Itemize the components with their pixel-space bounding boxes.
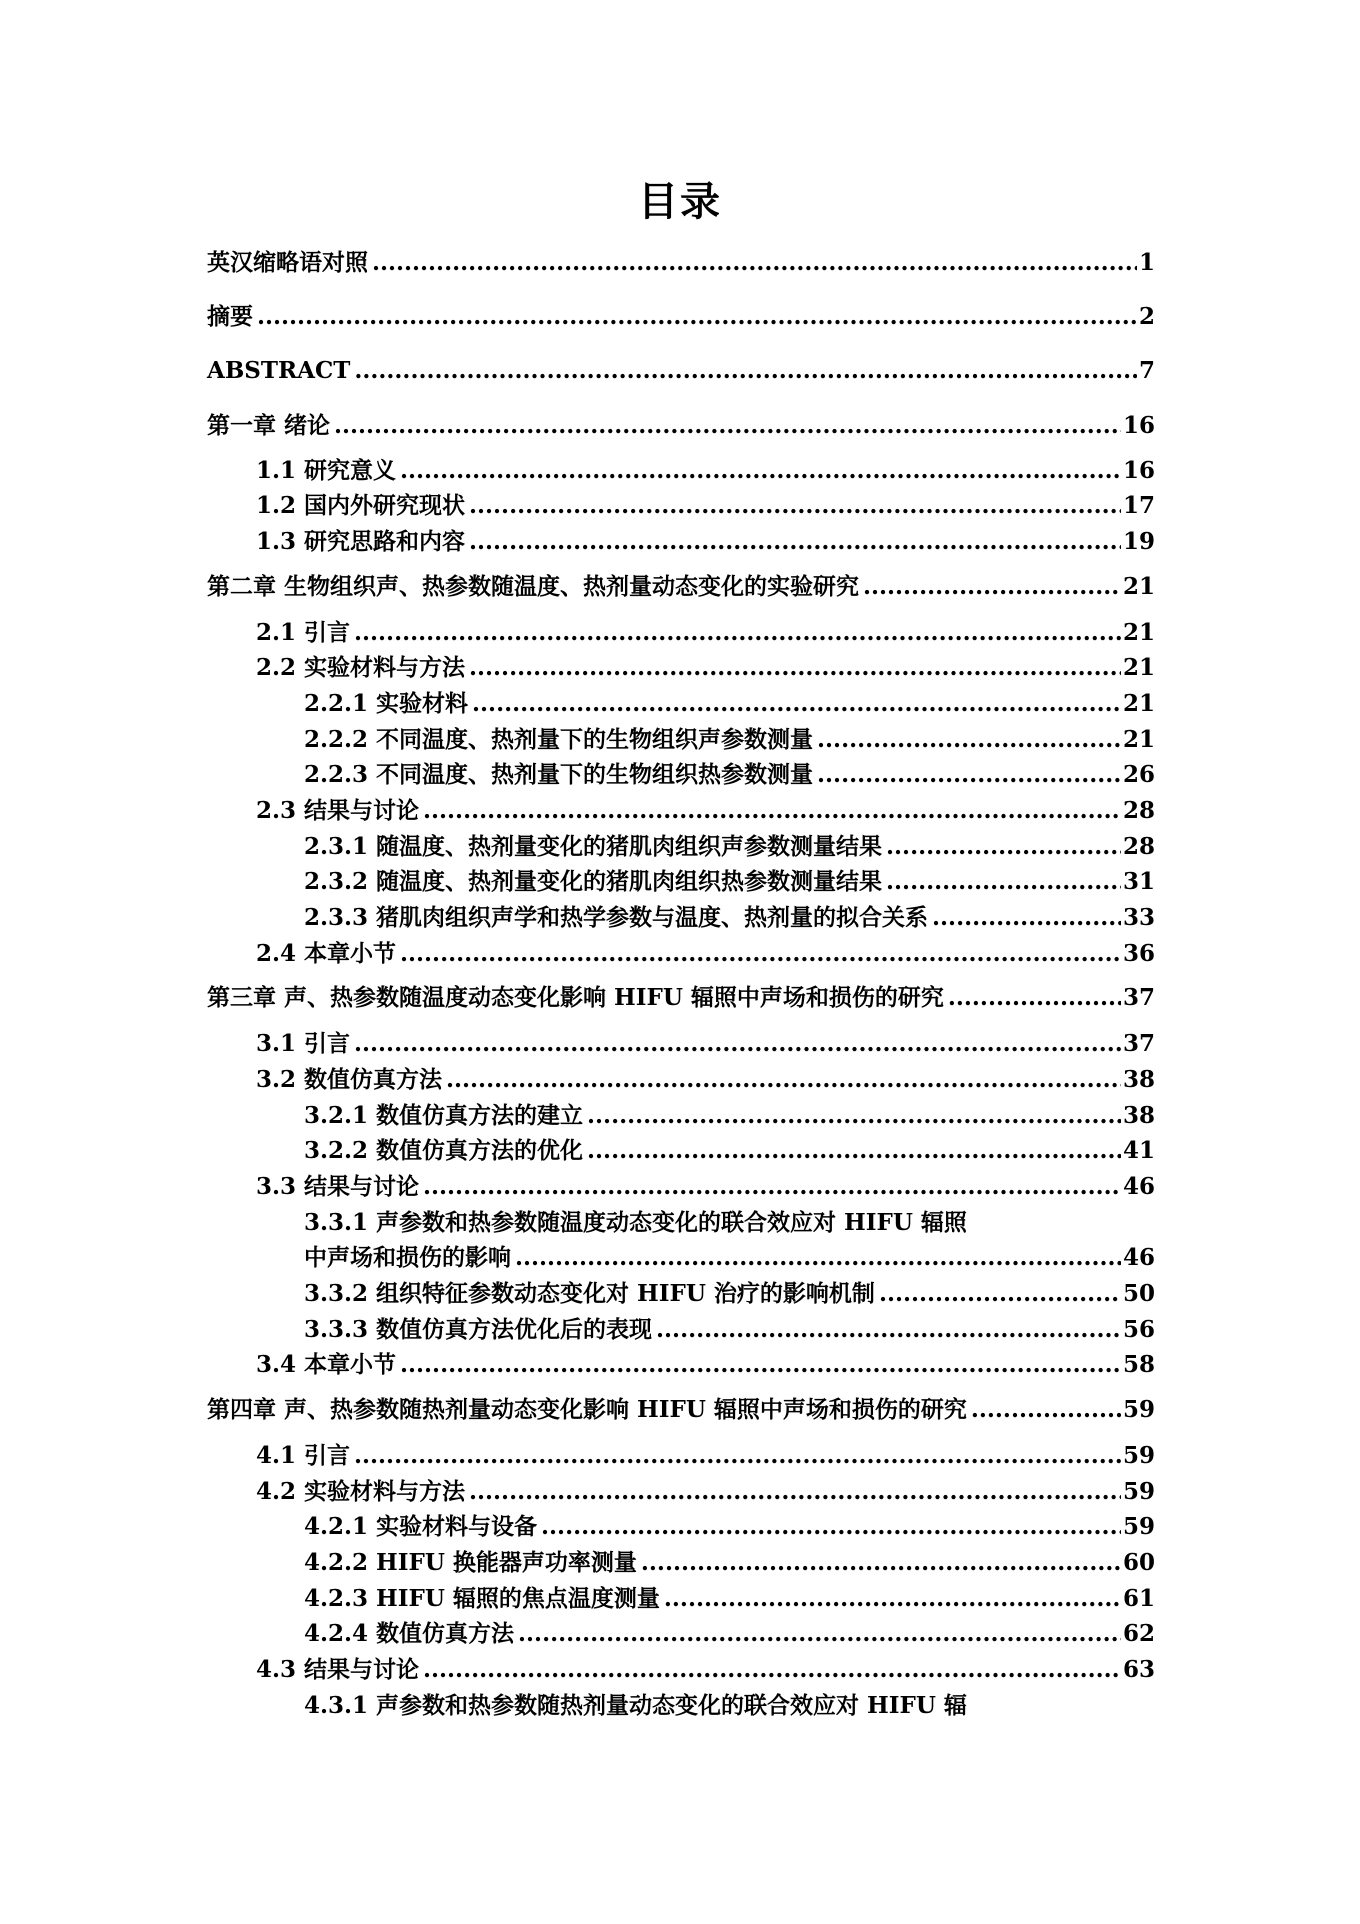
toc-entry-label: 2.2.1 实验材料 xyxy=(304,690,469,717)
toc-entry[interactable] xyxy=(256,455,1155,487)
toc-entry[interactable] xyxy=(207,247,1155,279)
toc-entry[interactable] xyxy=(256,1654,1155,1686)
toc-entry-label: 4.3.1 声参数和热参数随热剂量动态变化的联合效应对 HIFU 辐 xyxy=(304,1692,967,1719)
toc-entry-page: 59 xyxy=(1122,1478,1155,1505)
leader-dots xyxy=(971,1394,1121,1426)
toc-entry-label: 第一章 绪论 xyxy=(207,412,331,439)
leader-dots xyxy=(817,724,1121,756)
toc-entry[interactable] xyxy=(304,1100,1155,1132)
toc-entry-page: 26 xyxy=(1122,761,1155,788)
toc-entry-label: 4.1 引言 xyxy=(256,1442,351,1469)
leader-dots xyxy=(469,1476,1121,1508)
toc-entry-label: 2.2 实验材料与方法 xyxy=(256,654,466,681)
toc-entry-label: 2.4 本章小节 xyxy=(256,940,397,967)
toc-entry-label: 3.3.2 组织特征参数动态变化对 HIFU 治疗的影响机制 xyxy=(304,1280,875,1307)
toc-entry[interactable] xyxy=(304,1511,1155,1543)
toc-entry-page: 19 xyxy=(1122,528,1155,555)
toc-entry[interactable] xyxy=(256,526,1155,558)
page-title: 目录 xyxy=(638,179,722,225)
toc-entry-label: 摘要 xyxy=(207,303,253,330)
toc-entry[interactable] xyxy=(256,617,1155,649)
toc-entry-page: 37 xyxy=(1122,1030,1155,1057)
toc-entry-label: 2.3 结果与讨论 xyxy=(256,797,420,824)
leader-dots xyxy=(664,1583,1121,1615)
toc-entry[interactable] xyxy=(207,301,1155,333)
toc-entry-page: 28 xyxy=(1122,797,1155,824)
toc-entry-page: 7 xyxy=(1138,357,1155,384)
toc-entry-label: 第四章 声、热参数随热剂量动态变化影响 HIFU 辐照中声场和损伤的研究 xyxy=(207,1396,967,1423)
toc-entry[interactable] xyxy=(256,652,1155,684)
toc-entry-page: 1 xyxy=(1138,249,1155,276)
toc-entry-label: 2.3.1 随温度、热剂量变化的猪肌肉组织声参数测量结果 xyxy=(304,833,883,860)
leader-dots xyxy=(400,938,1121,970)
toc-entry[interactable] xyxy=(256,490,1155,522)
toc-entry-label: 3.3 结果与讨论 xyxy=(256,1173,420,1200)
leader-dots xyxy=(257,301,1137,333)
toc-entry-label: 4.3 结果与讨论 xyxy=(256,1656,420,1683)
toc-entry-label: 2.2.2 不同温度、热剂量下的生物组织声参数测量 xyxy=(304,726,814,753)
leader-dots xyxy=(886,866,1121,898)
toc-entry[interactable] xyxy=(256,1476,1155,1508)
toc-entry[interactable] xyxy=(256,1349,1155,1381)
toc-entry-page: 37 xyxy=(1122,984,1155,1011)
toc-entry-page: 63 xyxy=(1122,1656,1155,1683)
toc-entry-page: 28 xyxy=(1122,833,1155,860)
toc-entry[interactable] xyxy=(207,571,1155,603)
toc-entry-page: 59 xyxy=(1122,1442,1155,1469)
toc-entry-page: 21 xyxy=(1122,619,1155,646)
leader-dots xyxy=(932,902,1121,934)
toc-entry-label: 3.2.1 数值仿真方法的建立 xyxy=(304,1102,584,1129)
toc-entry-page: 17 xyxy=(1122,492,1155,519)
leader-dots xyxy=(423,795,1121,827)
toc-entry-label: 第三章 声、热参数随温度动态变化影响 HIFU 辐照中声场和损伤的研究 xyxy=(207,984,944,1011)
toc-entry-label: 4.2 实验材料与方法 xyxy=(256,1478,466,1505)
leader-dots xyxy=(354,1440,1121,1472)
leader-dots xyxy=(948,982,1121,1014)
toc-entry-page: 21 xyxy=(1122,690,1155,717)
toc-entry-label: 第二章 生物组织声、热参数随温度、热剂量动态变化的实验研究 xyxy=(207,573,860,600)
toc-entry[interactable] xyxy=(304,759,1155,791)
toc-entry-label: 中声场和损伤的影响 xyxy=(304,1244,511,1271)
toc-entry-label: 3.1 引言 xyxy=(256,1030,351,1057)
toc-entry-label: 1.3 研究思路和内容 xyxy=(256,528,466,555)
toc-entry-label: 3.3.3 数值仿真方法优化后的表现 xyxy=(304,1316,653,1343)
toc-entry-label: 3.2 数值仿真方法 xyxy=(256,1066,443,1093)
toc-entry-label: 1.2 国内外研究现状 xyxy=(256,492,466,519)
toc-entry-label: 4.2.2 HIFU 换能器声功率测量 xyxy=(304,1549,637,1576)
leader-dots xyxy=(541,1511,1121,1543)
toc-entry[interactable] xyxy=(256,938,1155,970)
toc-entry-page: 36 xyxy=(1122,940,1155,967)
leader-dots xyxy=(354,617,1121,649)
toc-entry-page: 2 xyxy=(1138,303,1155,330)
toc-entry-page: 21 xyxy=(1122,654,1155,681)
toc-entry[interactable] xyxy=(207,1394,1155,1426)
toc-entry[interactable] xyxy=(256,1440,1155,1472)
toc-entry[interactable] xyxy=(304,1583,1155,1615)
toc-entry-label: 3.2.2 数值仿真方法的优化 xyxy=(304,1137,584,1164)
leader-dots xyxy=(863,571,1121,603)
toc-entry-label: 3.4 本章小节 xyxy=(256,1351,397,1378)
leader-dots xyxy=(472,688,1121,720)
leader-dots xyxy=(469,526,1121,558)
leader-dots xyxy=(469,490,1121,522)
leader-dots xyxy=(656,1314,1121,1346)
leader-dots xyxy=(354,355,1137,387)
leader-dots xyxy=(817,759,1121,791)
toc-entry[interactable] xyxy=(304,831,1155,863)
leader-dots xyxy=(334,410,1121,442)
toc-entry-label: 2.3.3 猪肌肉组织声学和热学参数与温度、热剂量的拟合关系 xyxy=(304,904,929,931)
toc-entry-page: 59 xyxy=(1122,1513,1155,1540)
toc-entry-label: 2.2.3 不同温度、热剂量下的生物组织热参数测量 xyxy=(304,761,814,788)
leader-dots xyxy=(518,1618,1121,1650)
leader-dots xyxy=(446,1064,1121,1096)
toc-entry-page: 33 xyxy=(1122,904,1155,931)
leader-dots xyxy=(469,652,1121,684)
toc-entry-page: 38 xyxy=(1122,1066,1155,1093)
leader-dots xyxy=(400,1349,1121,1381)
toc-entry-page: 16 xyxy=(1122,412,1155,439)
toc-entry-page: 56 xyxy=(1122,1316,1155,1343)
toc-entry-page: 31 xyxy=(1122,868,1155,895)
toc-entry-page: 58 xyxy=(1122,1351,1155,1378)
toc-entry[interactable] xyxy=(304,724,1155,756)
toc-entry[interactable] xyxy=(256,1064,1155,1096)
toc-entry[interactable] xyxy=(304,1314,1155,1346)
toc-entry[interactable] xyxy=(304,1278,1155,1310)
leader-dots xyxy=(372,247,1137,279)
toc-entry-page: 16 xyxy=(1122,457,1155,484)
toc-entry-page: 62 xyxy=(1122,1620,1155,1647)
leader-dots xyxy=(423,1654,1121,1686)
toc-entry[interactable] xyxy=(304,1135,1155,1167)
toc-entry-label: 2.3.2 随温度、热剂量变化的猪肌肉组织热参数测量结果 xyxy=(304,868,883,895)
toc-entry[interactable] xyxy=(207,982,1155,1014)
toc-entry[interactable] xyxy=(304,1690,1155,1722)
toc-entry-page: 46 xyxy=(1122,1173,1155,1200)
toc-entry-page: 21 xyxy=(1122,726,1155,753)
toc-entry-label: 1.1 研究意义 xyxy=(256,457,397,484)
toc-entry-page: 61 xyxy=(1122,1585,1155,1612)
toc-entry-label: ABSTRACT xyxy=(207,357,351,384)
toc-entry-page: 60 xyxy=(1122,1549,1155,1576)
toc-entry-label: 4.2.3 HIFU 辐照的焦点温度测量 xyxy=(304,1585,660,1612)
leader-dots xyxy=(879,1278,1121,1310)
leader-dots xyxy=(354,1028,1121,1060)
leader-dots xyxy=(515,1242,1121,1274)
toc-entry-page: 21 xyxy=(1122,573,1155,600)
toc-entry[interactable] xyxy=(304,1547,1155,1579)
toc-entry[interactable] xyxy=(304,1242,1155,1274)
leader-dots xyxy=(400,455,1121,487)
toc-entry-label: 4.2.4 数值仿真方法 xyxy=(304,1620,515,1647)
toc-entry-label: 3.3.1 声参数和热参数随温度动态变化的联合效应对 HIFU 辐照 xyxy=(304,1209,967,1236)
toc-entry[interactable] xyxy=(207,410,1155,442)
toc-entry[interactable] xyxy=(304,866,1155,898)
toc-entry-label: 4.2.1 实验材料与设备 xyxy=(304,1513,538,1540)
toc-entry[interactable] xyxy=(256,1171,1155,1203)
toc-entry-page: 46 xyxy=(1122,1244,1155,1271)
toc-entry-label: 2.1 引言 xyxy=(256,619,351,646)
leader-dots xyxy=(587,1135,1121,1167)
toc-entry[interactable] xyxy=(304,1207,1155,1239)
toc-entry[interactable] xyxy=(207,355,1155,387)
toc-entry-page: 50 xyxy=(1122,1280,1155,1307)
leader-dots xyxy=(886,831,1121,863)
toc-entry[interactable] xyxy=(256,795,1155,827)
toc-entry-label: 英汉缩略语对照 xyxy=(207,249,368,276)
toc-entry[interactable] xyxy=(304,688,1155,720)
toc-entry-page: 59 xyxy=(1122,1396,1155,1423)
leader-dots xyxy=(423,1171,1121,1203)
leader-dots xyxy=(587,1100,1121,1132)
toc-entry[interactable] xyxy=(256,1028,1155,1060)
toc-entry[interactable] xyxy=(304,902,1155,934)
leader-dots xyxy=(641,1547,1121,1579)
toc-entry-page: 41 xyxy=(1122,1137,1155,1164)
toc-entry-page: 38 xyxy=(1122,1102,1155,1129)
toc-entry[interactable] xyxy=(304,1618,1155,1650)
